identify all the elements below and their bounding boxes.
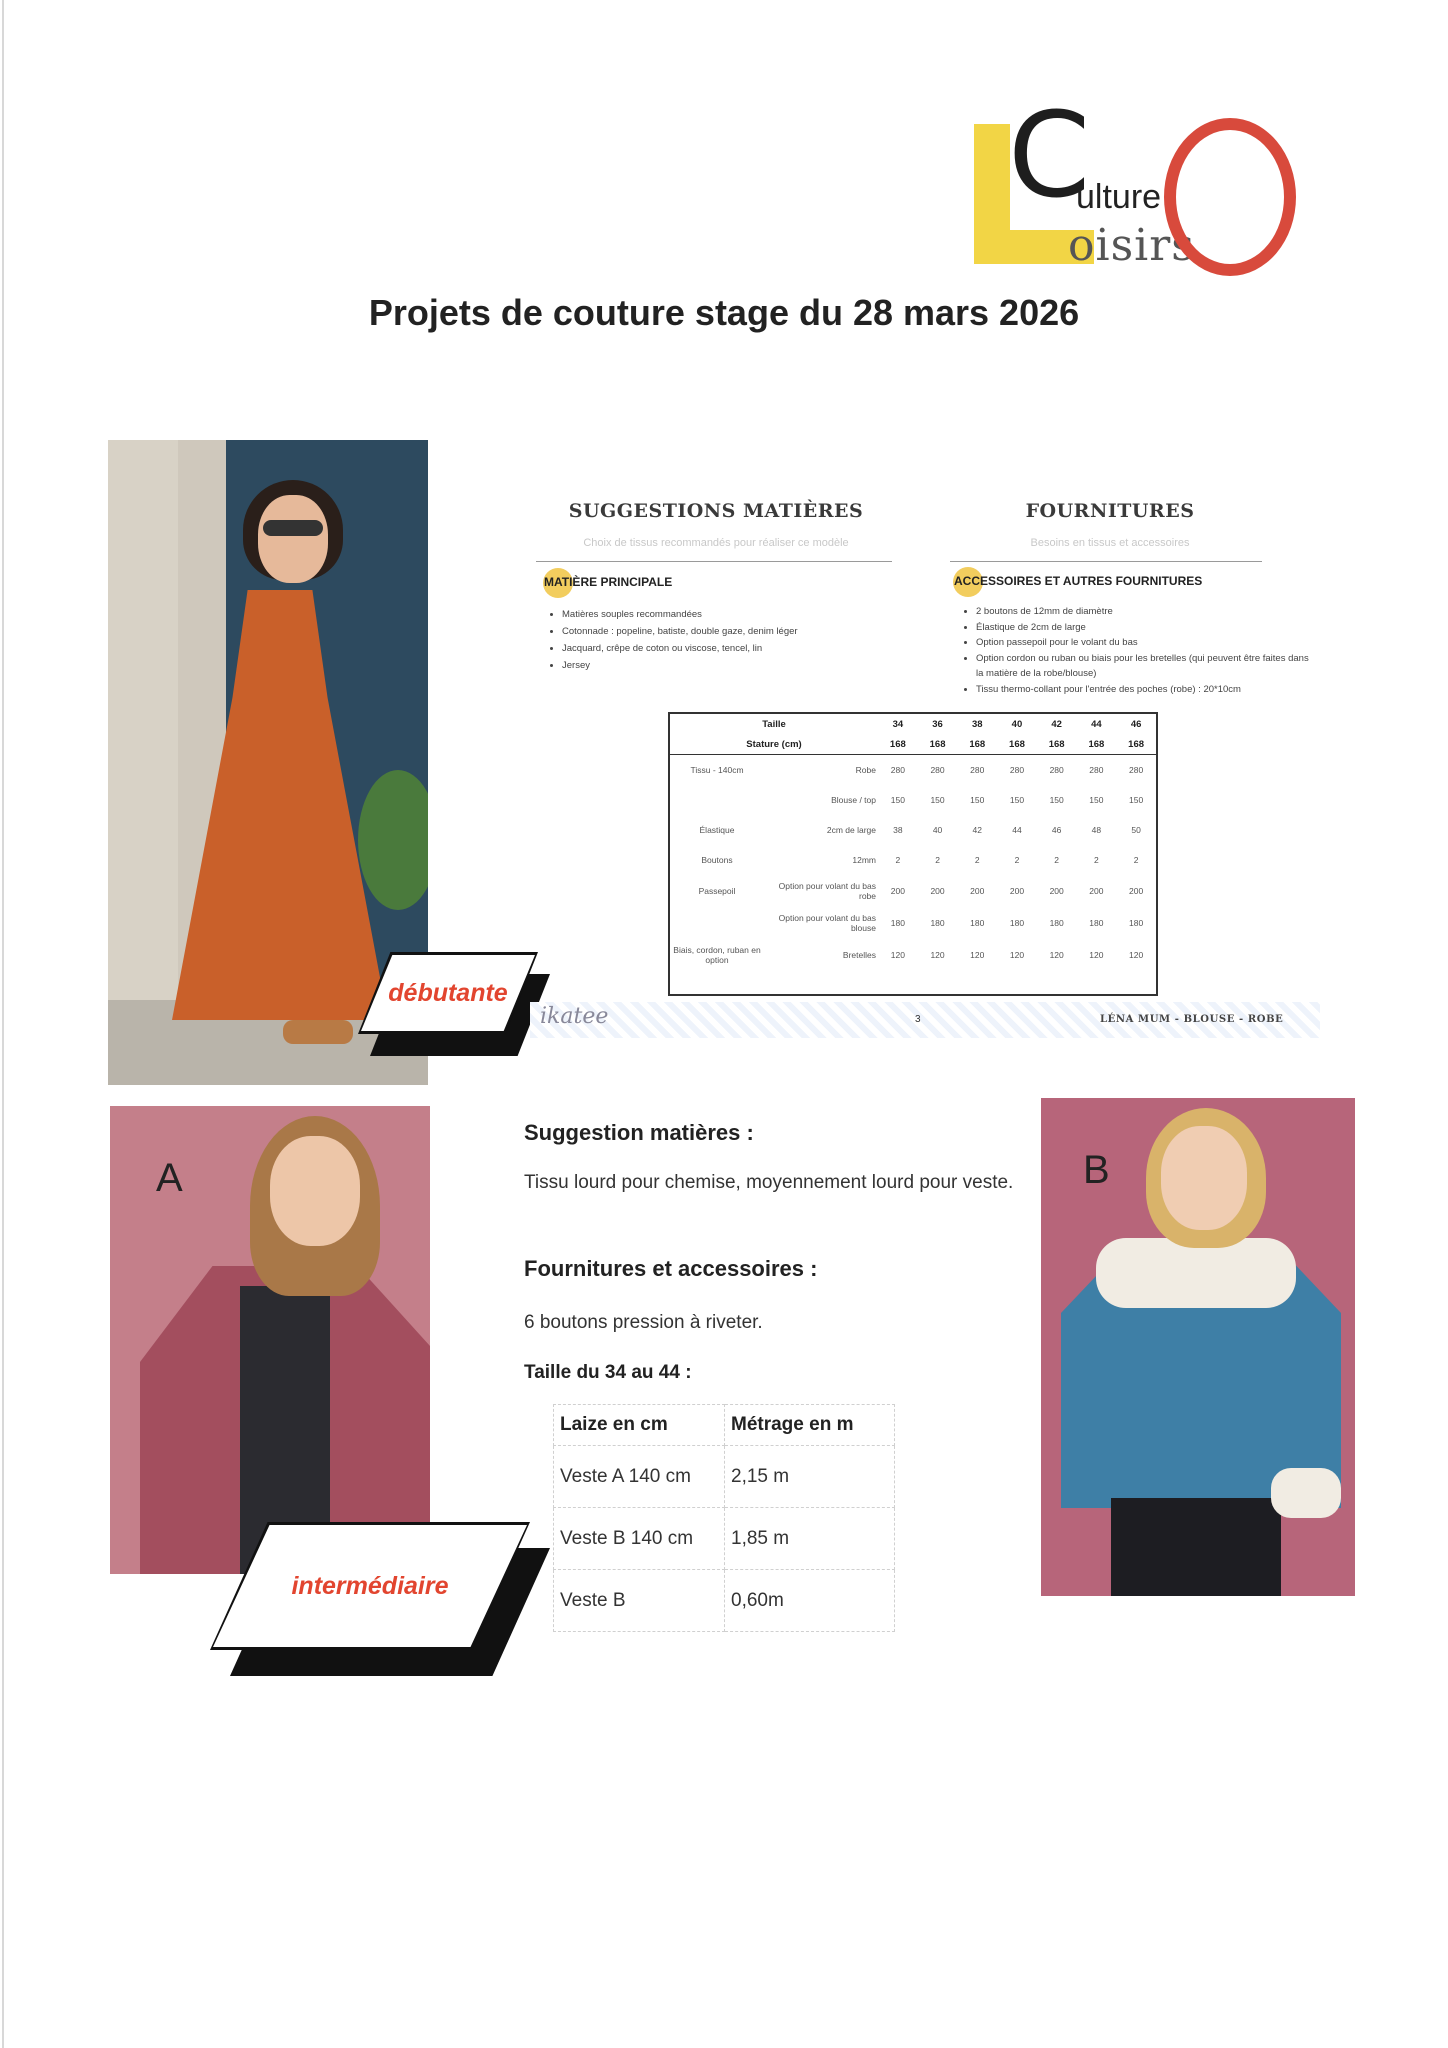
- suggestion-heading: Suggestion matières :: [524, 1120, 754, 1145]
- suggestions-matieres-title: SUGGESTIONS MATIÈRES: [568, 500, 864, 522]
- metrage-table: [553, 1404, 895, 1632]
- photo-label-b: B: [1083, 1148, 1110, 1192]
- table-header: Métrage en m: [725, 1405, 895, 1446]
- table-header: Stature (cm): [670, 734, 878, 755]
- list-item: • Cotonnade : popeline, batiste, double gaze, denim léger: [562, 623, 896, 640]
- level-badge-debutante: débutante: [358, 952, 548, 1046]
- table-row: Élastique 2cm de large 38 40 42 44 46 48 50: [699, 824, 1141, 835]
- table-row: Veste B 140 cm 1,85 m: [554, 1508, 895, 1570]
- fournitures-heading: Fournitures et accessoires :: [524, 1256, 818, 1281]
- matiere-principale-heading: MATIÈRE PRINCIPALE: [544, 575, 673, 589]
- divider: [536, 561, 892, 562]
- fabric-size-table: Taille 34 36 38 40 42 44 46 Stature (cm) 168 168 168 168 168 168 168 Tissu - 140cm Robe 280 280 280 280 280 280 280 Blouse / top 150 150 150 150 150 150 150 Élastique 2cm de large 38 40 42 44 46 48 50 Boutons 12mm 2 2 2 2 2 2 2 Passepoil Option pour volant du bas robe 200 200 200 200 200 200 200 Option pour volant du bas blouse 180 180 180 180 180 180 180 Biais, cordon, ruban en option Bretelles 120 120 120 120 120 120 120: [668, 712, 1158, 996]
- table-header: Laize en cm: [554, 1405, 725, 1446]
- size-heading: Taille du 34 au 44 :: [524, 1362, 692, 1383]
- table-row: Boutons 12mm 2 2 2 2 2 2 2: [701, 854, 1139, 865]
- list-item: • Option cordon ou ruban ou biais pour les bretelles (qui peuvent être faites dans la matière de la robe/blouse): [976, 651, 1310, 682]
- jacket-a-photo: [110, 1106, 430, 1574]
- accessoires-heading: ACCESSOIRES ET AUTRES FOURNITURES: [954, 574, 1203, 588]
- divider: [950, 561, 1262, 562]
- jacket-b-photo: [1041, 1098, 1355, 1596]
- table-row: Option pour volant du bas blouse 180 180 180 180 180 180 180: [778, 912, 1144, 933]
- level-badge-intermediaire: intermédiaire: [210, 1522, 550, 1667]
- fournitures-title: FOURNITURES: [1025, 500, 1195, 522]
- table-row: Veste B 0,60m: [554, 1570, 895, 1632]
- table-header: Taille: [762, 718, 786, 730]
- list-item: • Option passepoil pour le volant du bas: [976, 635, 1310, 651]
- suggestions-subtitle: Choix de tissus recommandés pour réaliser ce modèle: [583, 537, 849, 549]
- list-item: • Tissu thermo-collant pour l'entrée des poches (robe) : 20*10cm: [976, 682, 1310, 698]
- accessoires-list: [950, 604, 1310, 697]
- table-row: Blouse / top 150 150 150 150 150 150 150: [831, 794, 1144, 805]
- suggestion-text: Tissu lourd pour chemise, moyennement lourd pour veste.: [524, 1172, 1014, 1193]
- table-row: Veste A 140 cm 2,15 m: [554, 1446, 895, 1508]
- photo-label-a: A: [156, 1156, 183, 1200]
- list-item: • Matières souples recommandées: [562, 606, 896, 623]
- table-row: Passepoil Option pour volant du bas robe 200 200 200 200 200 200 200: [698, 880, 1144, 901]
- culture-loisirs-logo: C ulture oisirs: [968, 118, 1320, 268]
- list-item: • Jacquard, crêpe de coton ou viscose, tencel, lin: [562, 640, 896, 657]
- list-item: • 2 boutons de 12mm de diamètre: [976, 604, 1310, 620]
- page-title: Projets de couture stage du 28 mars 2026: [368, 292, 1080, 333]
- pattern-name: LÉNA MUM - BLOUSE - ROBE: [1100, 1014, 1284, 1025]
- ikatee-brand: ikatee: [540, 1004, 609, 1029]
- table-row: Biais, cordon, ruban en option Bretelles 120 120 120 120 120 120 120: [673, 944, 1144, 965]
- list-item: • Jersey: [562, 657, 896, 674]
- list-item: • Élastique de 2cm de large: [976, 620, 1310, 636]
- fournitures-subtitle: Besoins en tissus et accessoires: [1030, 537, 1190, 549]
- table-row: Tissu - 140cm Robe 280 280 280 280 280 280 280: [690, 764, 1144, 775]
- matiere-list: [536, 606, 896, 674]
- pattern-page-number: 3: [915, 1014, 921, 1025]
- fournitures-text: 6 boutons pression à riveter.: [524, 1312, 763, 1333]
